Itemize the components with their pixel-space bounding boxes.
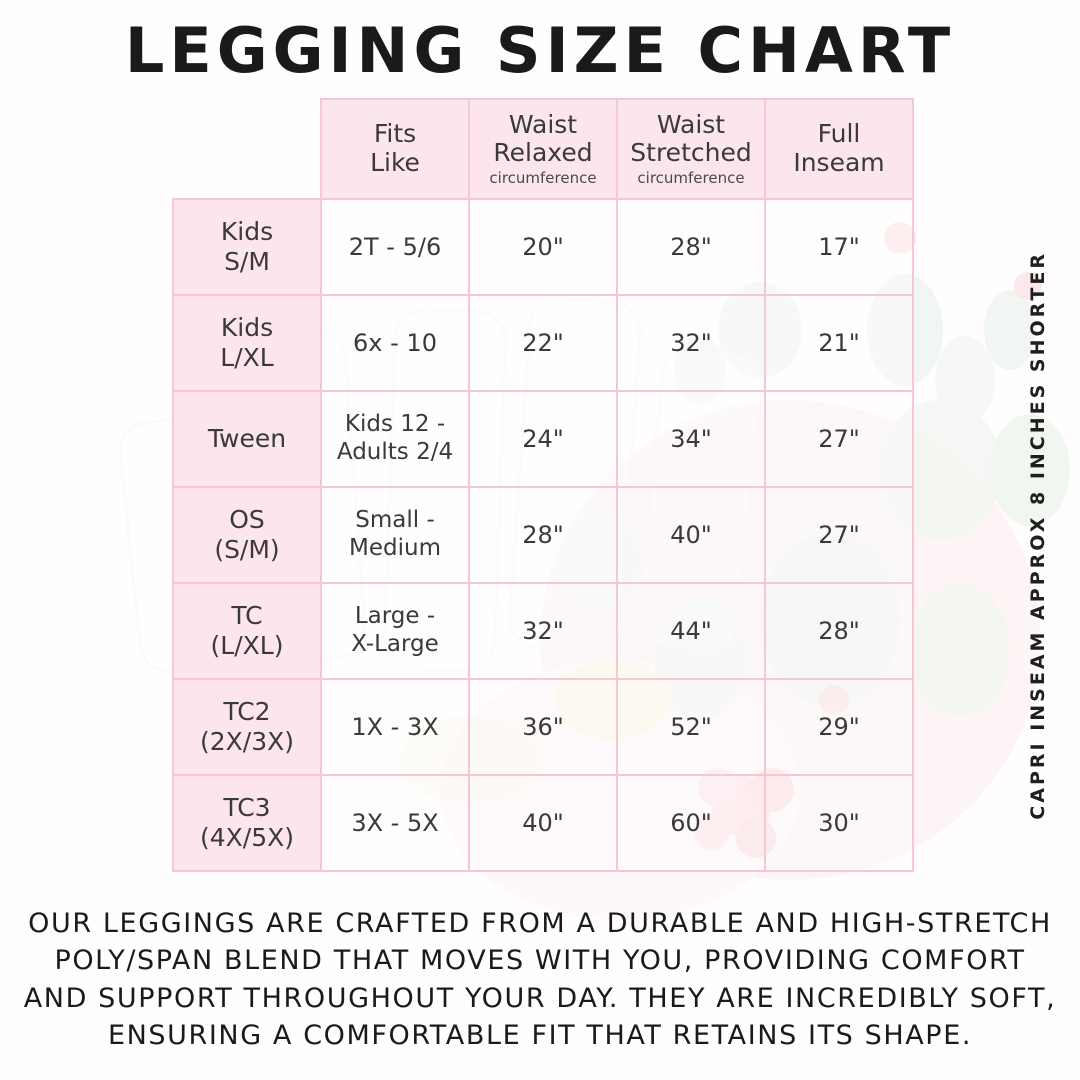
fits-like-line1: Small - <box>355 507 435 534</box>
cell-waist-relaxed: 40" <box>469 775 617 871</box>
footer-line-4: ENSURING A COMFORTABLE FIT THAT RETAINS ITS SHAPE. <box>107 1019 973 1051</box>
column-header-waist-stretched <box>617 99 765 199</box>
row-header-size <box>173 583 321 679</box>
fits-like-line2: Medium <box>349 535 441 561</box>
fits-like-line1: 6x - 10 <box>353 328 437 357</box>
fits-like-line1: 3X - 5X <box>351 808 439 837</box>
capri-inseam-note <box>1018 250 1058 820</box>
page-title: LEGGING SIZE CHART <box>124 14 956 87</box>
size-line2: (L/XL) <box>210 631 284 660</box>
cell-fits-like <box>321 391 469 487</box>
cell-waist-stretched: 52" <box>617 679 765 775</box>
cell-waist-relaxed: 36" <box>469 679 617 775</box>
column-header-line2: Relaxed <box>493 138 593 168</box>
fits-like-line2: Adults 2/4 <box>336 439 454 465</box>
cell-full-inseam: 21" <box>765 295 913 391</box>
column-header-full-inseam <box>765 99 913 199</box>
capri-inseam-note-text: CAPRI INSEAM APPROX 8 INCHES SHORTER <box>1027 250 1049 820</box>
cell-waist-stretched: 32" <box>617 295 765 391</box>
corner-blank-cell <box>173 99 321 199</box>
cell-waist-relaxed: 22" <box>469 295 617 391</box>
cell-full-inseam: 27" <box>765 487 913 583</box>
row-header-size <box>173 199 321 295</box>
table-row <box>173 679 913 775</box>
footer-description <box>0 905 1080 1054</box>
cell-waist-relaxed: 28" <box>469 487 617 583</box>
size-line2: S/M <box>224 247 270 276</box>
column-header-line1: Waist <box>656 109 726 139</box>
cell-waist-stretched: 34" <box>617 391 765 487</box>
column-header-line1: Waist <box>508 109 578 139</box>
table-row <box>173 583 913 679</box>
table-row <box>173 775 913 871</box>
fits-like-line2: X-Large <box>351 631 439 657</box>
cell-fits-like <box>321 583 469 679</box>
column-header-fits-like <box>321 99 469 199</box>
cell-full-inseam: 30" <box>765 775 913 871</box>
footer-line-1: OUR LEGGINGS ARE CRAFTED FROM A DURABLE AND HIGH-STRETCH <box>28 908 1052 939</box>
size-line2: (S/M) <box>214 535 280 564</box>
fits-like-line1: 1X - 3X <box>351 712 439 741</box>
column-header-waist-relaxed <box>469 99 617 199</box>
row-header-size <box>173 679 321 775</box>
cell-waist-stretched: 44" <box>617 583 765 679</box>
size-line2: L/XL <box>220 343 274 372</box>
footer-line-2: POLY/SPAN BLEND THAT MOVES WITH YOU, PROVIDING COMFORT <box>54 945 1026 977</box>
footer-line-3: AND SUPPORT THROUGHOUT YOUR DAY. THEY ARE INCREDIBLY SOFT, <box>23 982 1057 1014</box>
table-row <box>173 295 913 391</box>
cell-full-inseam: 29" <box>765 679 913 775</box>
table-row <box>173 487 913 583</box>
cell-waist-stretched: 60" <box>617 775 765 871</box>
cell-waist-relaxed: 24" <box>469 391 617 487</box>
row-header-size <box>173 775 321 871</box>
size-line2: (2X/3X) <box>200 727 294 756</box>
size-line1: Kids <box>220 313 274 342</box>
column-header-line1: Full <box>817 119 861 149</box>
fits-like-line1: Large - <box>354 603 436 630</box>
row-header-size <box>173 295 321 391</box>
column-header-line2: Like <box>370 148 420 177</box>
column-header-sub: circumference <box>637 169 745 188</box>
row-header-size <box>173 487 321 583</box>
fits-like-line1: 2T - 5/6 <box>348 232 442 261</box>
size-line1: OS <box>229 505 265 534</box>
row-header-size <box>173 391 321 487</box>
cell-fits-like <box>321 295 469 391</box>
size-line1: TC3 <box>223 793 271 822</box>
table-row <box>173 199 913 295</box>
size-line1: Kids <box>220 217 274 246</box>
table-row <box>173 391 913 487</box>
cell-full-inseam: 28" <box>765 583 913 679</box>
cell-fits-like <box>321 679 469 775</box>
column-header-line2: Stretched <box>630 138 752 168</box>
cell-fits-like <box>321 487 469 583</box>
cell-waist-stretched: 40" <box>617 487 765 583</box>
cell-full-inseam: 17" <box>765 199 913 295</box>
size-line1: TC <box>231 601 263 630</box>
cell-waist-stretched: 28" <box>617 199 765 295</box>
cell-fits-like <box>321 775 469 871</box>
column-header-line1: Fits <box>373 119 417 149</box>
cell-full-inseam: 27" <box>765 391 913 487</box>
column-header-line2: Inseam <box>793 148 885 177</box>
cell-fits-like <box>321 199 469 295</box>
cell-waist-relaxed: 32" <box>469 583 617 679</box>
size-line2: (4X/5X) <box>200 823 294 852</box>
table-header-row <box>173 99 913 199</box>
size-line1: TC2 <box>223 697 271 726</box>
column-header-sub: circumference <box>489 169 597 188</box>
size-line1: Tween <box>207 424 287 453</box>
size-chart-table <box>172 98 914 872</box>
fits-like-line1: Kids 12 - <box>344 411 446 438</box>
cell-waist-relaxed: 20" <box>469 199 617 295</box>
